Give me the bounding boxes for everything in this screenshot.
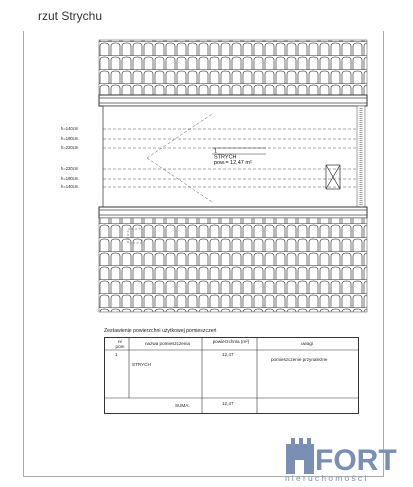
sum-value: 12,47 <box>222 401 234 406</box>
table-title: Zestawienie powierzchni użytkowej pomieszczeń <box>104 328 217 334</box>
logo-brand: FORT <box>315 444 397 477</box>
roof-tiles-bottom <box>99 218 367 312</box>
height-label: h=190cm <box>61 136 79 141</box>
header-notes: uwagi <box>301 341 314 346</box>
row-nr: 1 <box>115 352 118 357</box>
area-summary-table <box>104 337 359 414</box>
room-area: pow.= 12,47 m² <box>214 160 252 166</box>
height-label: h=220cm <box>61 145 79 150</box>
roof-tiles-top <box>99 40 367 95</box>
fort-tower-icon <box>282 434 412 482</box>
height-label: h=220cm <box>61 166 79 171</box>
row-name: STRYCH <box>132 362 151 367</box>
row-notes: pomieszczenie przynależne <box>271 357 328 362</box>
height-label: h=140cm <box>61 126 79 131</box>
page-title: rzut Strychu <box>38 9 103 23</box>
top-wall <box>99 95 367 106</box>
sum-label: SUMA: <box>175 403 190 408</box>
room-name: STRYCH <box>214 154 237 161</box>
room-number: 1 <box>214 148 218 155</box>
header-area: powierzchnia (m²) <box>212 339 250 344</box>
bottom-wall <box>99 207 367 218</box>
logo-tagline: nieruchomości <box>285 473 369 482</box>
header-name: nazwa pomieszczenia <box>145 341 190 346</box>
fort-logo <box>282 434 412 482</box>
height-label: h=190cm <box>61 176 79 181</box>
header-nr: nr pom <box>115 339 125 349</box>
height-label: h=140cm <box>61 184 79 189</box>
row-area: 12,47 <box>222 352 234 357</box>
